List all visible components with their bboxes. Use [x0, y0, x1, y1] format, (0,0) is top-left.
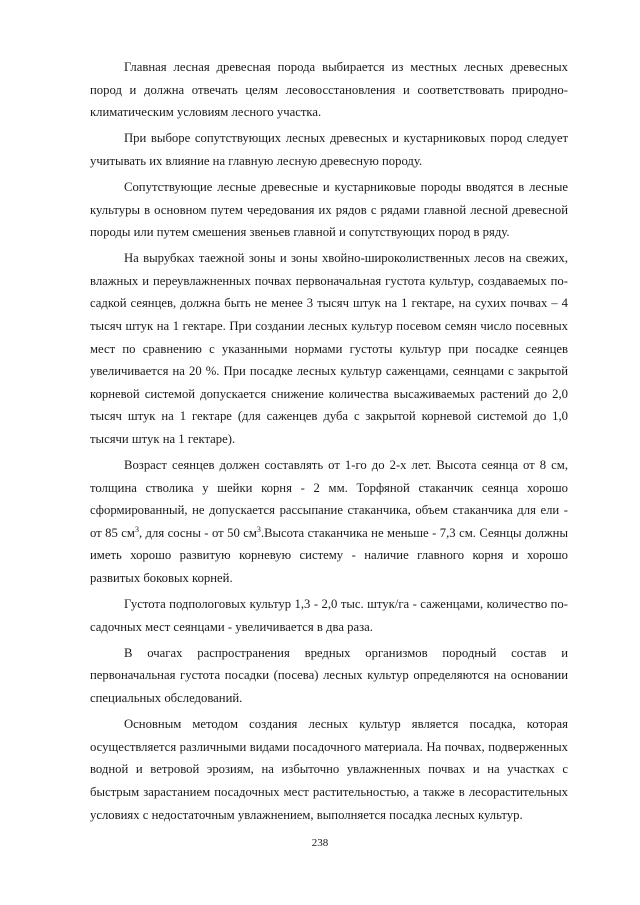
body-text	[90, 56, 568, 830]
paragraph-main-species: Главная лесная древесная порода выбирается из местных лесных древесных пород и должна отвечать целям лесовосстановления и соответствовать природно-климатическим условиям лесного участка.	[90, 60, 568, 120]
superscript-cubic-2: 3	[256, 524, 261, 534]
paragraph-planting-method: Основным методом создания лесных культур является посадка, которая осуществляется различными видами посадочного материала. На почвах, подверженных водной и ветровой эрозиям, на избыточно увлажненных почвах и на участках с быстрым зарастанием посадочных мест растительностью, а также в лесорастительных условиях с недостаточным увлажнением, выполняется посадка лесных культур.	[90, 717, 568, 822]
superscript-cubic-1: 3	[134, 524, 139, 534]
seedling-text-part-3: .Высота стаканчика не меньше - 7,3 см. Сеянцы должны иметь хорошо развитую корневую систему - наличие главного корня и хорошо развитых боковых корней.	[90, 525, 568, 586]
paragraph-pest-areas: В очагах распространения вредных организмов породный состав и первоначальная густота посадки (посева) лесных культур определяются на основании специальных обследований.	[90, 645, 568, 706]
seedling-text-part-1: Возраст сеянцев должен составлять от 1-го до 2-х лет. Высота сеянца от 8 см, толщина стволика у шейки корня - 2 мм. Торфяной стаканчик сеянца хорошо сформированный, не допускается рассыпание стаканчика, объем стаканчика для ели - от 85 см	[90, 458, 568, 540]
paragraph-planting-density: На вырубках таежной зоны и зоны хвойно-широколиственных лесов на свежих, влажных и переувлажненных почвах первоначальная густота культур, создаваемых посадкой сеянцев, должна быть не менее 3 тысяч штук на 1 гектаре, на сухих почвах – 4 тысяч штук на 1 гектаре. При создании лесных культур посевом семян число посевных мест по сравнению с указанными нормами густоты культур при посадке сеянцев увеличивается на 20 %. При посадке лесных культур саженцами, сеянцами с закрытой корневой системой допускается снижение количества высаживаемых растений до 2,0 тысяч штук на 1 гектаре (для саженцев дуба с закрытой корневой системой до 1,0 тысячи штук на 1 гектаре).	[90, 251, 568, 446]
paragraph-companion-introduction: Сопутствующие лесные древесные и кустарниковые породы вводятся в лесные культуры в основном путем чередования их рядов с рядами главной лесной древесной породы или путем смешения звеньев главной и сопутствующих пород в ряду.	[90, 179, 568, 240]
paragraph-underplanting-density: Густота подпологовых культур 1,3 - 2,0 тыс. штук/га - саженцами, количество посадочных мест сеянцами - увеличивается в два раза.	[90, 597, 568, 634]
page-number: 238	[311, 837, 329, 849]
paragraph-seedling-age	[90, 454, 568, 590]
paragraph-companion-selection: При выборе сопутствующих лесных древесных и кустарниковых пород следует учитывать их влияние на главную лесную древесную породу.	[90, 131, 568, 168]
seedling-text-part-2: , для сосны - от 50 см	[138, 525, 257, 540]
